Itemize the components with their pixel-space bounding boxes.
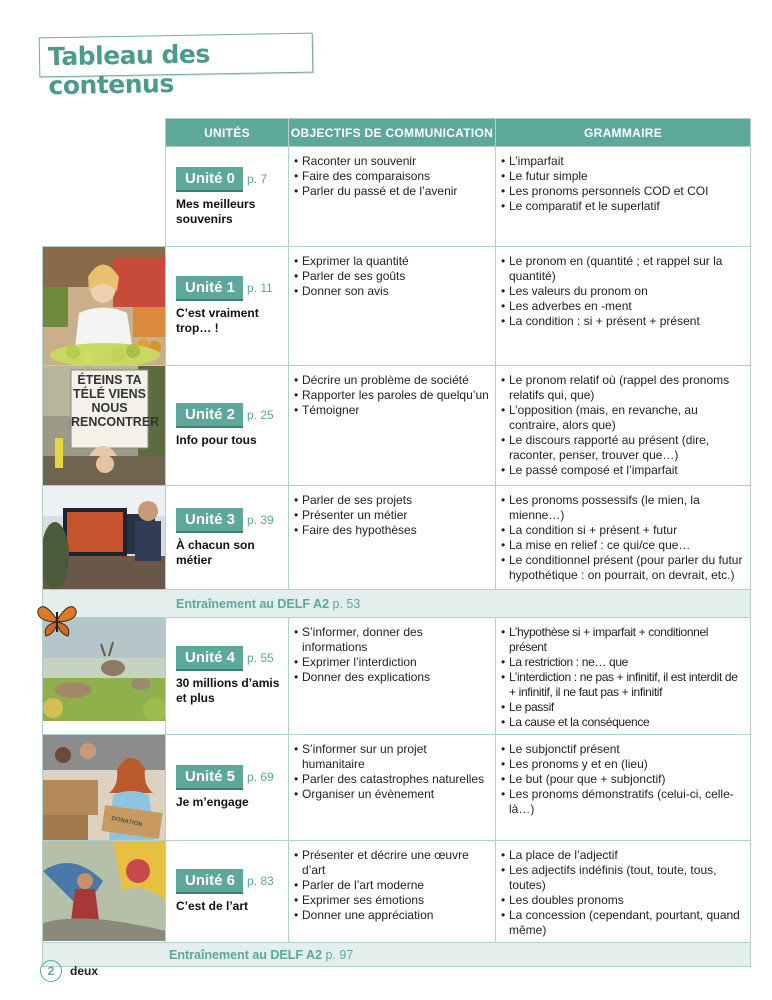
list-item: • Parler de ses goûts — [294, 269, 491, 284]
photo-cell-empty — [43, 147, 166, 247]
protest-sign-text: ÉTEINS TA TÉLÉ VIENS NOUS RENCONTRER — [71, 373, 160, 429]
unit-badge[interactable]: Unité 0 — [176, 167, 243, 192]
contents-table — [42, 118, 751, 967]
unit-badge[interactable]: Unité 1 — [176, 276, 243, 301]
list-item: • Les pronoms y et en (lieu) — [501, 757, 746, 772]
unit-badge[interactable]: Unité 3 — [176, 508, 243, 533]
list-item: • Donner des explications — [294, 670, 491, 685]
objectifs-cell — [289, 147, 496, 247]
delf-row — [43, 943, 751, 967]
photo-cell — [43, 841, 166, 943]
list-item: • Exprimer l’interdiction — [294, 655, 491, 670]
list-item: • Le but (pour que + subjonctif) — [501, 772, 746, 787]
donation-box-text: DONATION — [110, 815, 143, 829]
list-item: • La concession (cependant, pourtant, quand même) — [501, 908, 746, 938]
page-title-box — [39, 33, 314, 101]
list-item: • La restriction : ne… que — [501, 655, 746, 670]
objectifs-list — [289, 247, 495, 303]
list-item: • Les pronoms personnels COD et COI — [501, 184, 746, 199]
grammaire-cell — [496, 841, 751, 943]
table-row — [43, 486, 751, 590]
list-item: • Le passé composé et l’imparfait — [501, 463, 746, 478]
photo-cell — [43, 247, 166, 366]
list-item: • Le pronom relatif où (rappel des pronoms relatifs qui, que) — [501, 373, 746, 403]
list-item: • Exprimer ses émotions — [294, 893, 491, 908]
header-unites: UNITÉS — [166, 119, 289, 147]
unit-page: p. 69 — [247, 770, 274, 784]
grammaire-cell — [496, 366, 751, 486]
grammaire-list — [496, 735, 750, 821]
objectifs-cell — [289, 618, 496, 735]
objectifs-list — [289, 618, 495, 689]
office-photo — [43, 486, 165, 589]
unit-page: p. 39 — [247, 512, 274, 527]
delf-page: p. 53 — [332, 596, 361, 611]
grammaire-list — [496, 147, 750, 218]
objectifs-list — [289, 841, 495, 927]
list-item: • Rapporter les paroles de quelqu’un — [294, 388, 491, 403]
unit-badge[interactable]: Unité 5 — [176, 765, 243, 790]
objectifs-cell — [289, 366, 496, 486]
page-footer — [40, 960, 98, 982]
grammaire-cell — [496, 735, 751, 841]
list-item: • Le futur simple — [501, 169, 746, 184]
list-item: • Les doubles pronoms — [501, 893, 746, 908]
unit-cell — [166, 618, 289, 735]
list-item: • Les pronoms démonstratifs (celui-ci, celle-là…) — [501, 787, 746, 817]
list-item: • Organiser un évènement — [294, 787, 491, 802]
objectifs-cell — [289, 841, 496, 943]
unit-badge[interactable]: Unité 2 — [176, 403, 243, 428]
page-number: 2 — [40, 960, 62, 982]
graffiti-photo — [43, 841, 165, 941]
delf-label[interactable]: Entraînement au DELF A2 — [169, 947, 323, 962]
unit-page: p. 11 — [247, 281, 273, 295]
table-row — [43, 366, 751, 486]
market-photo — [43, 247, 165, 365]
list-item: • S’informer sur un projet humanitaire — [294, 742, 491, 772]
grammaire-cell — [496, 486, 751, 590]
header-grammaire: GRAMMAIRE — [496, 119, 751, 147]
list-item: • L’imparfait — [501, 154, 746, 169]
objectifs-list — [289, 147, 495, 203]
delf-row — [43, 590, 751, 618]
objectifs-cell — [289, 735, 496, 841]
list-item: • La cause et la conséquence — [501, 715, 746, 730]
unit-cell — [166, 735, 289, 841]
header-objectifs: OBJECTIFS DE COMMUNICATION — [289, 119, 496, 147]
list-item: • Raconter un souvenir — [294, 154, 491, 169]
unit-title: Mes meilleurs souvenirs — [176, 196, 256, 226]
list-item: • L’opposition (mais, en revanche, au contraire, alors que) — [501, 403, 746, 433]
grammaire-cell — [496, 147, 751, 247]
list-item: • Parler du passé et de l’avenir — [294, 184, 491, 199]
list-item: • Le comparatif et le superlatif — [501, 199, 746, 214]
list-item: • Le discours rapporté au présent (dire, raconter, penser, trouver que…) — [501, 433, 746, 463]
list-item: • Exprimer la quantité — [294, 254, 491, 269]
delf-cell — [43, 590, 751, 618]
list-item: • Le subjonctif présent — [501, 742, 746, 757]
unit-cell — [166, 366, 289, 486]
grammaire-cell — [496, 247, 751, 366]
delf-label[interactable]: Entraînement au DELF A2 — [176, 596, 330, 611]
list-item: • La place de l’adjectif — [501, 848, 746, 863]
list-item: • Faire des hypothèses — [294, 523, 491, 538]
list-item: • Le pronom en (quantité ; et rappel sur la quantité) — [501, 254, 746, 284]
list-item: • Présenter un métier — [294, 508, 491, 523]
list-item: • Le conditionnel présent (pour parler du futur hypothétique : on pourrait, on devrait, etc.) — [501, 553, 746, 583]
unit-title: C’est de l’art — [176, 899, 249, 913]
unit-page: p. 83 — [247, 874, 274, 888]
photo-cell — [43, 486, 166, 590]
delf-cell — [43, 943, 751, 967]
photo-cell — [43, 366, 166, 486]
list-item: • Parler de l’art moderne — [294, 878, 491, 893]
unit-cell — [166, 486, 289, 590]
table-row — [43, 735, 751, 841]
objectifs-cell — [289, 486, 496, 590]
list-item: • Décrire un problème de société — [294, 373, 491, 388]
objectifs-list — [289, 486, 495, 542]
list-item: • S’informer, donner des informations — [294, 625, 491, 655]
unit-cell — [166, 247, 289, 366]
table-row — [43, 247, 751, 366]
header-spacer — [43, 119, 166, 147]
table-header-row — [43, 119, 751, 147]
list-item: • Les pronoms possessifs (le mien, la mienne…) — [501, 493, 746, 523]
table-row — [43, 147, 751, 247]
table-row — [43, 618, 751, 735]
list-item: • Présenter et décrire une œuvre d’art — [294, 848, 491, 878]
unit-badge[interactable]: Unité 6 — [176, 869, 243, 894]
volunteer-photo — [43, 735, 165, 840]
objectifs-list — [289, 735, 495, 806]
list-item: • L’interdiction : ne pas + infinitif, il est interdit de + infinitif, il ne faut pas + infinitif — [501, 670, 746, 700]
unit-title: À chacun son métier — [176, 537, 255, 567]
list-item: • Les valeurs du pronom on — [501, 284, 746, 299]
grammaire-list — [496, 486, 750, 587]
list-item: • Faire des comparaisons — [294, 169, 491, 184]
objectifs-list — [289, 366, 495, 422]
grammaire-list — [496, 618, 750, 734]
grammaire-list — [496, 841, 750, 942]
list-item: • Donner une appréciation — [294, 908, 491, 923]
page-word: deux — [70, 964, 99, 978]
delf-page: p. 97 — [325, 947, 354, 962]
grammaire-list — [496, 366, 750, 482]
unit-cell — [166, 841, 289, 943]
unit-title: 30 millions d’amis et plus — [176, 676, 280, 705]
protest-photo — [43, 366, 165, 485]
unit-page: p. 7 — [247, 171, 268, 186]
unit-page: p. 25 — [247, 408, 274, 422]
unit-title: Je m’engage — [176, 795, 249, 809]
list-item: • L’hypothèse si + imparfait + conditionnel présent — [501, 625, 746, 655]
butterfly-icon — [36, 602, 78, 638]
list-item: • Les adverbes en -ment — [501, 299, 746, 314]
page-title: Tableau des contenus — [47, 39, 210, 101]
unit-badge[interactable]: Unité 4 — [176, 646, 243, 671]
unit-title: C’est vraiment trop… ! — [176, 306, 259, 335]
objectifs-cell — [289, 247, 496, 366]
list-item: • Parler de ses projets — [294, 493, 491, 508]
grammaire-cell — [496, 618, 751, 735]
unit-title: Info pour tous — [176, 433, 257, 447]
unit-cell — [166, 147, 289, 247]
unit-page: p. 55 — [247, 651, 274, 665]
list-item: • Parler des catastrophes naturelles — [294, 772, 491, 787]
list-item: • Témoigner — [294, 403, 491, 418]
list-item: • La condition si + présent + futur — [501, 523, 746, 538]
list-item: • Donner son avis — [294, 284, 491, 299]
photo-cell — [43, 735, 166, 841]
list-item: • La condition : si + présent + présent — [501, 314, 746, 329]
table-row — [43, 841, 751, 943]
list-item: • La mise en relief : ce qui/ce que… — [501, 538, 746, 553]
list-item: • Les adjectifs indéfinis (tout, toute, tous, toutes) — [501, 863, 746, 893]
list-item: • Le passif — [501, 700, 746, 715]
grammaire-list — [496, 247, 750, 333]
